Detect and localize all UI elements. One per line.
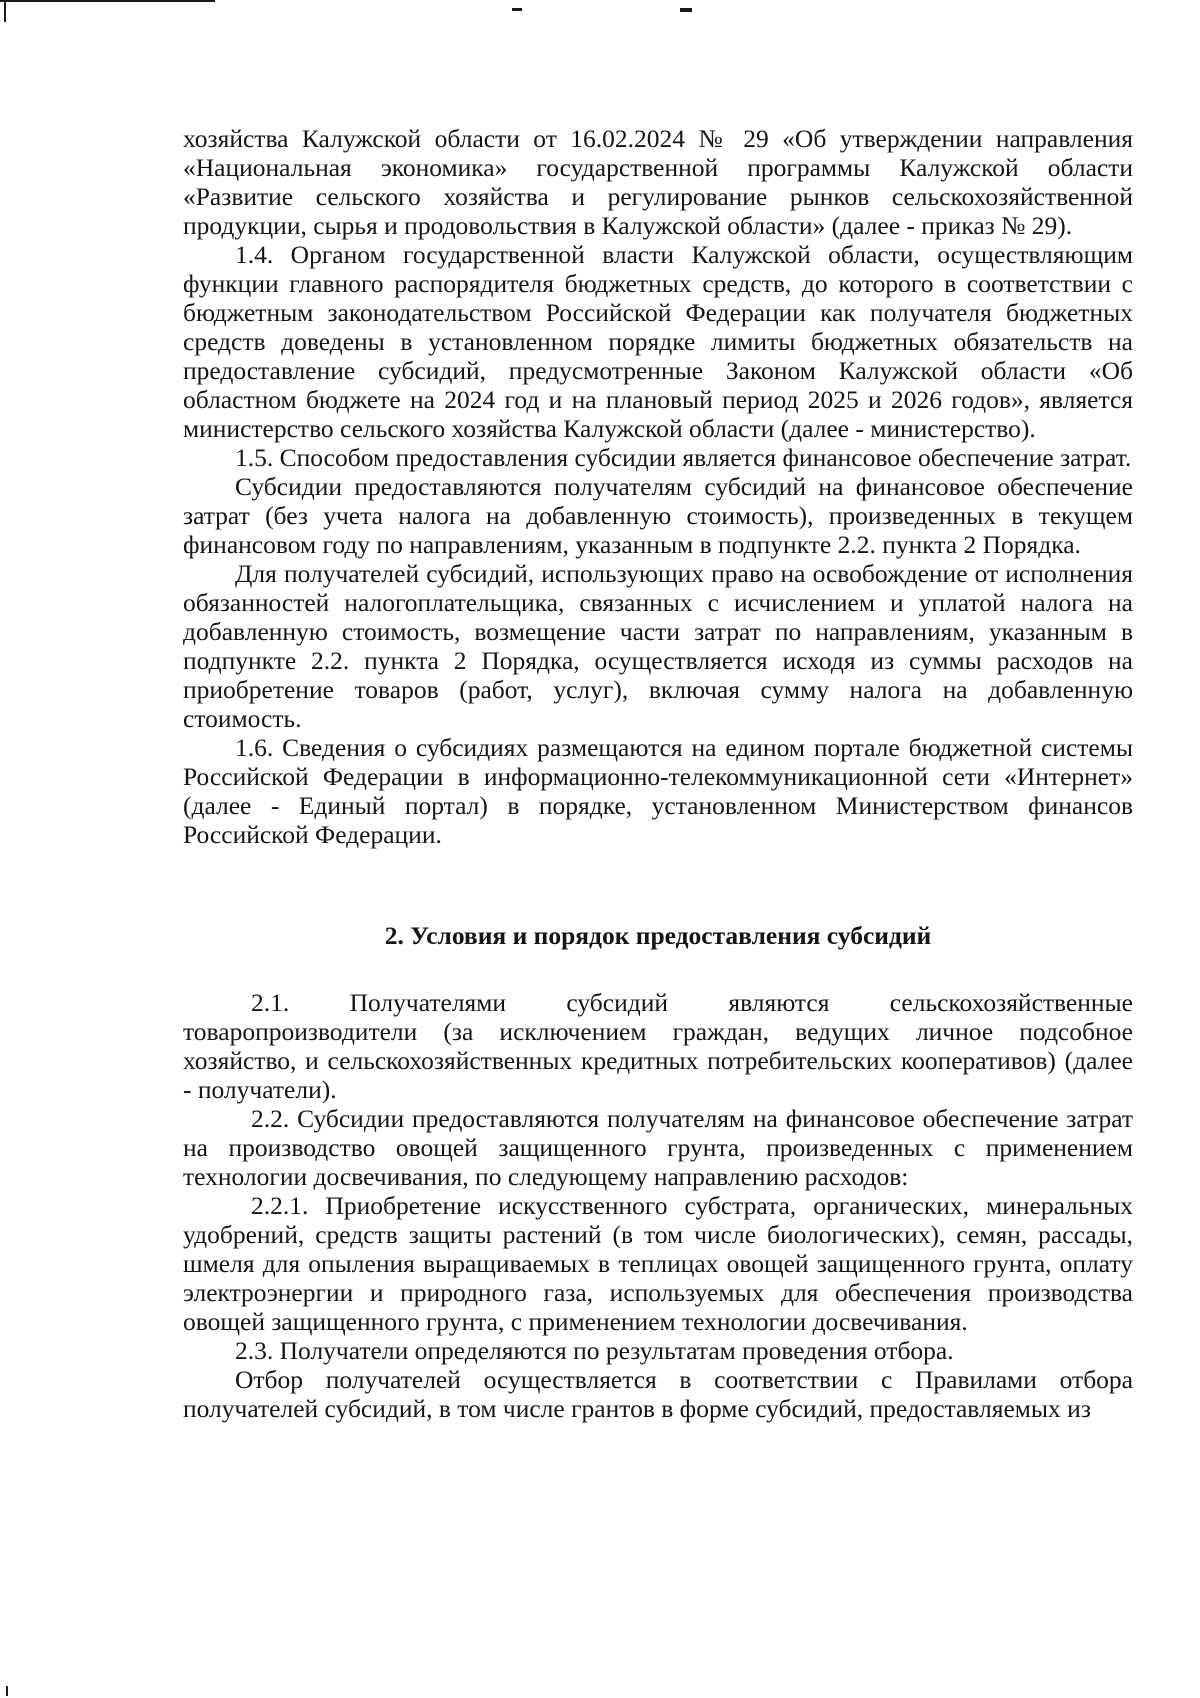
paragraph-2-2: 2.2. Субсидии предоставляются получателям на финансовое обеспечение затрат на производство овощей защищенного грунта, произведенных с применением технологии досвечивания, по следующему направлению расходов:	[183, 1104, 1133, 1191]
paragraph-2-1: 2.1. Получателями субсидий являются сельскохозяйственные товаропроизводители (за исключением граждан, ведущих личное подсобное хозяйство, и сельскохозяйственных кредитных потребительских кооперативов) (далее - получатели).	[183, 988, 1133, 1104]
scan-speck	[680, 8, 692, 12]
scan-edge-tick	[6, 1686, 8, 1696]
scan-speck	[512, 8, 522, 11]
paragraph-1-4: 1.4. Органом государственной власти Калужской области, осуществляющим функции главного распорядителя бюджетных средств, до которого в соответствии с бюджетным законодательством Российской Федерации как получателя бюджетных средств доведены в установленном порядке лимиты бюджетных обязательств на предоставление субсидий, предусмотренные Законом Калужской области «Об областном бюджете на 2024 год и на плановый период 2025 и 2026 годов», является министерство сельского хозяйства Калужской области (далее - министерство).	[183, 240, 1133, 443]
paragraph-1-5: 1.5. Способом предоставления субсидии является финансовое обеспечение затрат.	[235, 443, 1132, 472]
section-heading: 2. Условия и порядок предоставления субсидий	[384, 921, 932, 950]
document-body	[183, 124, 1133, 1423]
paragraph-subsidies: Субсидии предоставляются получателям субсидий на финансовое обеспечение затрат (без учета налога на добавленную стоимость), произведенных в текущем финансовом году по направлениям, указанным в подпункте 2.2. пункта 2 Порядка.	[183, 472, 1133, 559]
paragraph-1-6: 1.6. Сведения о субсидиях размещаются на едином портале бюджетной системы Российской Федерации в информационно-телекоммуникационной сети «Интернет» (далее - Единый портал) в порядке, установленном Министерством финансов Российской Федерации.	[183, 733, 1133, 849]
paragraph-2-3: 2.3. Получатели определяются по результатам проведения отбора.	[235, 1336, 954, 1365]
paragraph-continuation: хозяйства Калужской области от 16.02.2024 № 29 «Об утверждении направления «Национальная экономика» государственной программы Калужской области «Развитие сельского хозяйства и регулирование рынков сельскохозяйственной продукции, сырья и продовольствия в Калужской области» (далее - приказ № 29).	[183, 124, 1133, 240]
paragraph-vat-exempt: Для получателей субсидий, использующих право на освобождение от исполнения обязанностей налогоплательщика, связанных с исчислением и уплатой налога на добавленную стоимость, возмещение части затрат по направлениям, указанным в подпункте 2.2. пункта 2 Порядка, осуществляется исходя из суммы расходов на приобретение товаров (работ, услуг), включая сумму налога на добавленную стоимость.	[183, 559, 1133, 733]
scan-edge-line	[0, 0, 215, 2]
paragraph-selection: Отбор получателей осуществляется в соответствии с Правилами отбора получателей субсидий, в том числе грантов в форме субсидий, предоставляемых из	[183, 1365, 1133, 1423]
scan-edge-tick	[4, 0, 6, 22]
paragraph-2-2-1: 2.2.1. Приобретение искусственного субстрата, органических, минеральных удобрений, средств защиты растений (в том числе биологических), семян, рассады, шмеля для опыления выращиваемых в теплицах овощей защищенного грунта, оплату электроэнергии и природного газа, используемых для обеспечения производства овощей защищенного грунта, с применением технологии досвечивания.	[183, 1191, 1133, 1336]
